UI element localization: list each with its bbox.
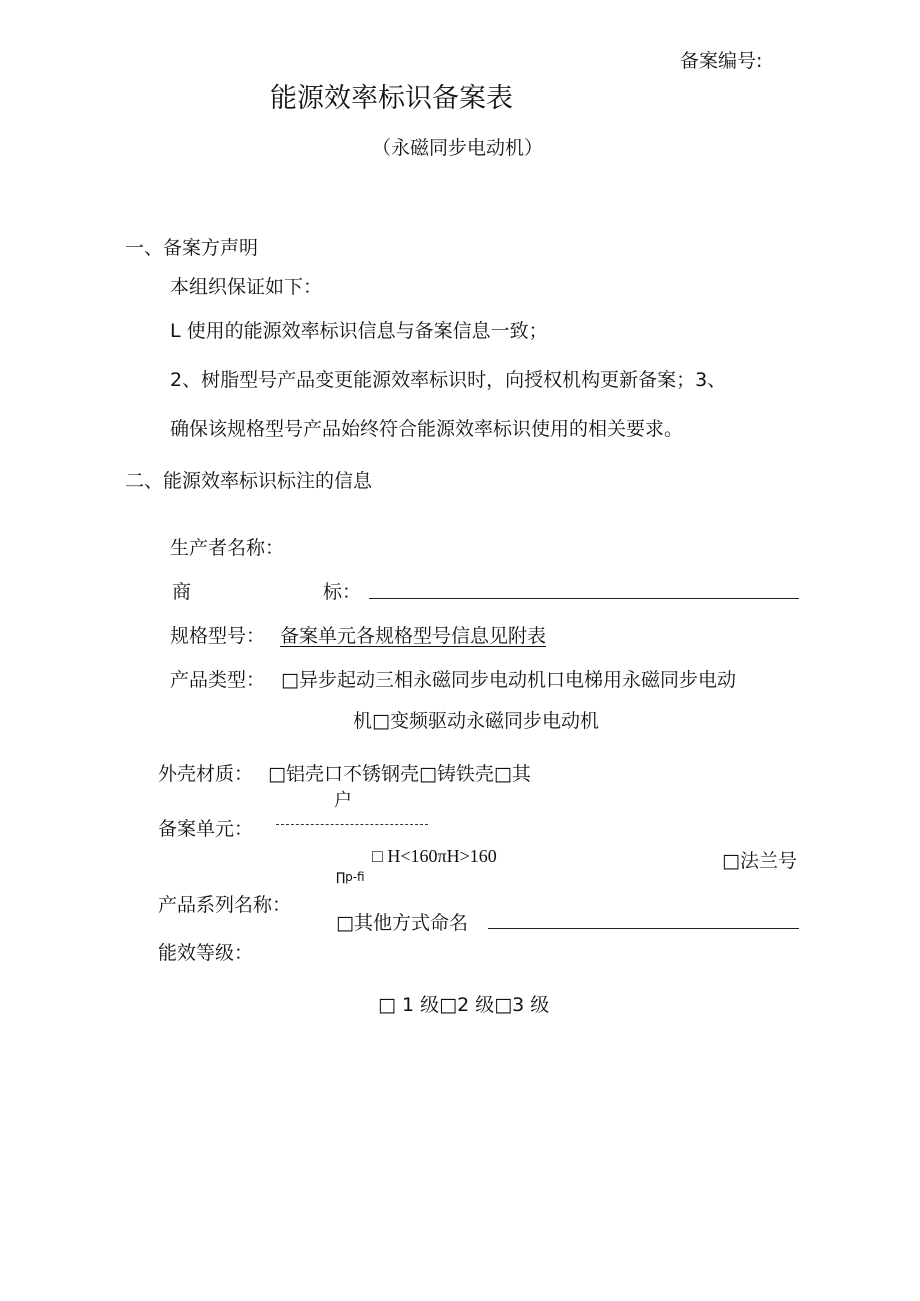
- declaration-item-1: L 使用的能源效率标识信息与备案信息一致；: [170, 320, 548, 342]
- efficiency-grade-label: 能效等级：: [158, 942, 254, 964]
- product-series-label: 产品系列名称：: [158, 894, 292, 916]
- efficiency-grade-options[interactable]: □ 1 级□2 级□3 级: [378, 994, 550, 1016]
- shell-material-options[interactable]: □铝壳口不锈钢壳□铸铁壳□其: [268, 763, 531, 785]
- brand-label-part1: 商: [172, 581, 192, 603]
- other-naming-option[interactable]: □其他方式命名: [336, 912, 468, 934]
- product-type-label: 产品类型：: [170, 669, 266, 691]
- product-type-options-line2[interactable]: 机□变频驱动永磁同步电动机: [353, 710, 599, 732]
- declaration-intro: 本组织保证如下：: [170, 276, 323, 298]
- shell-material-tail: 户: [334, 790, 352, 811]
- shell-material-label: 外壳材质：: [158, 763, 254, 785]
- record-unit-input-line[interactable]: [276, 814, 428, 825]
- declaration-item-3: 确保该规格型号产品始终符合能源效率标识使用的相关要求。: [170, 418, 684, 440]
- model-value: 备案单元各规格型号信息见附表: [280, 625, 547, 647]
- flange-option[interactable]: □法兰号: [722, 850, 797, 872]
- brand-input-line[interactable]: [369, 582, 799, 599]
- document-title: 能源效率标识备案表: [270, 83, 513, 114]
- document-subtitle: （永磁同步电动机）: [372, 137, 544, 159]
- producer-name-label: 生产者名称：: [170, 537, 285, 559]
- other-naming-input-line[interactable]: [488, 912, 799, 929]
- frame-height-options[interactable]: □ H<160πH>160: [372, 846, 497, 866]
- small-mark: ∏p-fi: [336, 870, 365, 884]
- model-label: 规格型号：: [170, 625, 266, 647]
- section2-heading: 二、能源效率标识标注的信息: [125, 470, 373, 492]
- brand-label-part2: 标：: [323, 581, 362, 603]
- record-unit-label: 备案单元：: [158, 818, 254, 840]
- section1-heading: 一、备案方声明: [125, 237, 259, 259]
- declaration-item-2: 2、树脂型号产品变更能源效率标识时，向授权机构更新备案；3、: [170, 369, 727, 391]
- product-type-options-line1[interactable]: □异步起动三相永磁同步电动机口电梯用永磁同步电动: [281, 669, 736, 691]
- record-number-label: 备案编号:: [680, 50, 763, 72]
